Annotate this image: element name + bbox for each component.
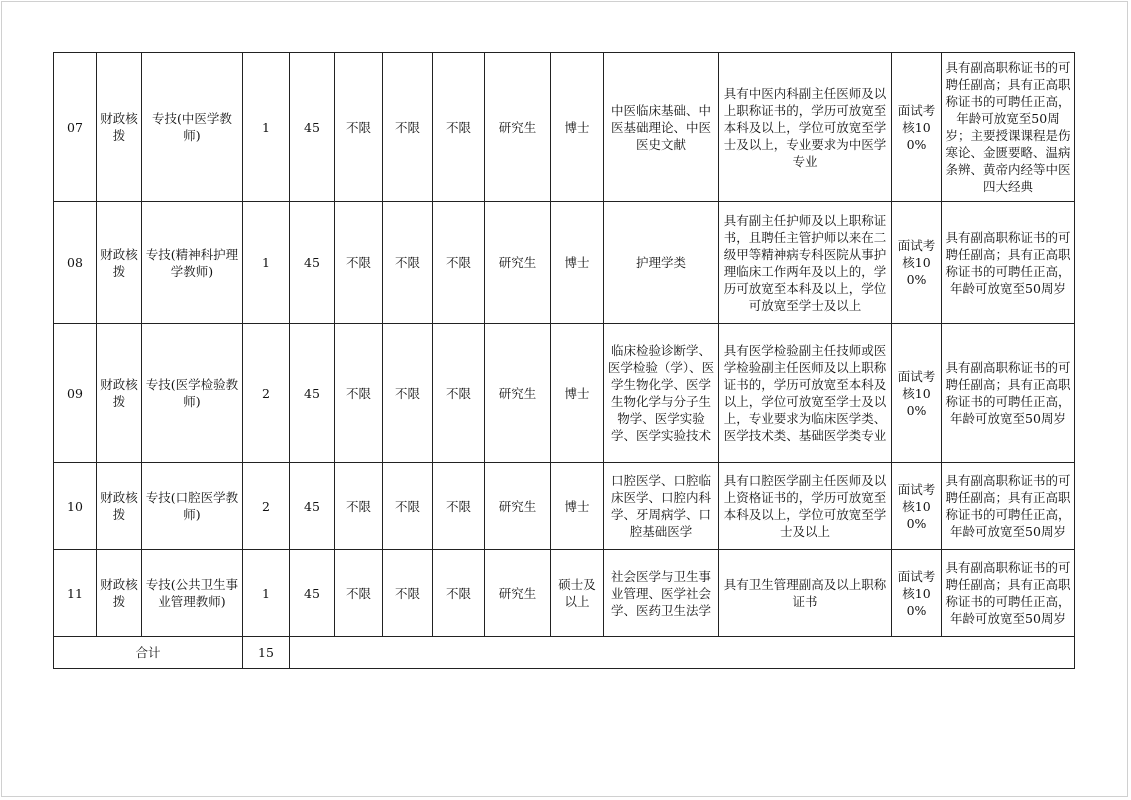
total-count: 15 <box>243 637 290 669</box>
recruit-count: 2 <box>243 324 290 463</box>
degree-requirement: 硕士及以上 <box>551 550 604 637</box>
degree-requirement: 博士 <box>551 202 604 324</box>
total-label: 合计 <box>54 637 243 669</box>
notes: 具有副高职称证书的可聘任副高；具有正高职称证书的可聘任正高，年龄可放宽至50周岁 <box>942 324 1075 463</box>
age-limit: 45 <box>290 202 335 324</box>
notes: 具有副高职称证书的可聘任副高；具有正高职称证书的可聘任正高，年龄可放宽至50周岁 <box>942 463 1075 550</box>
position-name: 专技(公共卫生事业管理教师) <box>142 550 243 637</box>
degree-requirement: 博士 <box>551 324 604 463</box>
table-row <box>54 463 1075 550</box>
age-limit: 45 <box>290 53 335 202</box>
notes: 具有副高职称证书的可聘任副高；具有正高职称证书的可聘任正高，年龄可放宽至50周岁 <box>942 202 1075 324</box>
funding-type: 财政核拨 <box>97 550 142 637</box>
ethnicity-requirement: 不限 <box>383 463 433 550</box>
age-limit: 45 <box>290 550 335 637</box>
other-requirements: 具有卫生管理副高及以上职称证书 <box>719 550 892 637</box>
position-name: 专技(精神科护理学教师) <box>142 202 243 324</box>
other-requirements: 具有口腔医学副主任医师及以上资格证书的，学历可放宽至本科及以上，学位可放宽至学士及以上 <box>719 463 892 550</box>
funding-type: 财政核拨 <box>97 53 142 202</box>
age-limit: 45 <box>290 463 335 550</box>
gender-requirement: 不限 <box>335 463 383 550</box>
table-row <box>54 550 1075 637</box>
table-row <box>54 53 1075 202</box>
age-limit: 45 <box>290 324 335 463</box>
major-requirement: 临床检验诊断学、医学检验（学）、医学生物化学、医学生物化学与分子生物学、医学实验学、医学实验技术 <box>604 324 719 463</box>
education-requirement: 研究生 <box>485 463 551 550</box>
gender-requirement: 不限 <box>335 202 383 324</box>
gender-requirement: 不限 <box>335 53 383 202</box>
notes: 具有副高职称证书的可聘任副高；具有正高职称证书的可聘任正高，年龄可放宽至50周岁 <box>942 550 1075 637</box>
other-requirements: 具有中医内科副主任医师及以上职称证书的，学历可放宽至本科及以上，学位可放宽至学士及以上，专业要求为中医学专业 <box>719 53 892 202</box>
table-row <box>54 324 1075 463</box>
recruit-count: 1 <box>243 202 290 324</box>
position-name: 专技(中医学教师) <box>142 53 243 202</box>
ethnicity-requirement: 不限 <box>383 53 433 202</box>
degree-requirement: 博士 <box>551 463 604 550</box>
row-number: 08 <box>54 202 97 324</box>
funding-type: 财政核拨 <box>97 324 142 463</box>
education-requirement: 研究生 <box>485 324 551 463</box>
row-number: 10 <box>54 463 97 550</box>
politics-requirement: 不限 <box>433 53 485 202</box>
exam-method: 面试考核100% <box>892 324 942 463</box>
education-requirement: 研究生 <box>485 202 551 324</box>
degree-requirement: 博士 <box>551 53 604 202</box>
recruit-count: 2 <box>243 463 290 550</box>
major-requirement: 社会医学与卫生事业管理、医学社会学、医药卫生法学 <box>604 550 719 637</box>
row-number: 07 <box>54 53 97 202</box>
politics-requirement: 不限 <box>433 550 485 637</box>
ethnicity-requirement: 不限 <box>383 324 433 463</box>
ethnicity-requirement: 不限 <box>383 550 433 637</box>
education-requirement: 研究生 <box>485 550 551 637</box>
position-name: 专技(口腔医学教师) <box>142 463 243 550</box>
row-number: 09 <box>54 324 97 463</box>
politics-requirement: 不限 <box>433 324 485 463</box>
recruitment-table <box>53 52 1075 669</box>
major-requirement: 口腔医学、口腔临床医学、口腔内科学、牙周病学、口腔基础医学 <box>604 463 719 550</box>
politics-requirement: 不限 <box>433 202 485 324</box>
exam-method: 面试考核100% <box>892 202 942 324</box>
recruit-count: 1 <box>243 550 290 637</box>
funding-type: 财政核拨 <box>97 463 142 550</box>
total-row <box>54 637 1075 669</box>
funding-type: 财政核拨 <box>97 202 142 324</box>
total-empty-cell <box>290 637 1075 669</box>
education-requirement: 研究生 <box>485 53 551 202</box>
other-requirements: 具有医学检验副主任技师或医学检验副主任医师及以上职称证书的，学历可放宽至本科及以上，学位可放宽至学士及以上，专业要求为临床医学类、医学技术类、基础医学类专业 <box>719 324 892 463</box>
other-requirements: 具有副主任护师及以上职称证书，且聘任主管护师以来在二级甲等精神病专科医院从事护理临床工作两年及以上的，学历可放宽至本科及以上，学位可放宽至学士及以上 <box>719 202 892 324</box>
exam-method: 面试考核100% <box>892 550 942 637</box>
exam-method: 面试考核100% <box>892 463 942 550</box>
notes: 具有副高职称证书的可聘任副高；具有正高职称证书的可聘任正高，年龄可放宽至50周岁；主要授课课程是伤寒论、金匮要略、温病条辨、黄帝内经等中医四大经典 <box>942 53 1075 202</box>
recruit-count: 1 <box>243 53 290 202</box>
position-name: 专技(医学检验教师) <box>142 324 243 463</box>
major-requirement: 护理学类 <box>604 202 719 324</box>
ethnicity-requirement: 不限 <box>383 202 433 324</box>
gender-requirement: 不限 <box>335 324 383 463</box>
gender-requirement: 不限 <box>335 550 383 637</box>
politics-requirement: 不限 <box>433 463 485 550</box>
row-number: 11 <box>54 550 97 637</box>
major-requirement: 中医临床基础、中医基础理论、中医医史文献 <box>604 53 719 202</box>
table-row <box>54 202 1075 324</box>
exam-method: 面试考核100% <box>892 53 942 202</box>
